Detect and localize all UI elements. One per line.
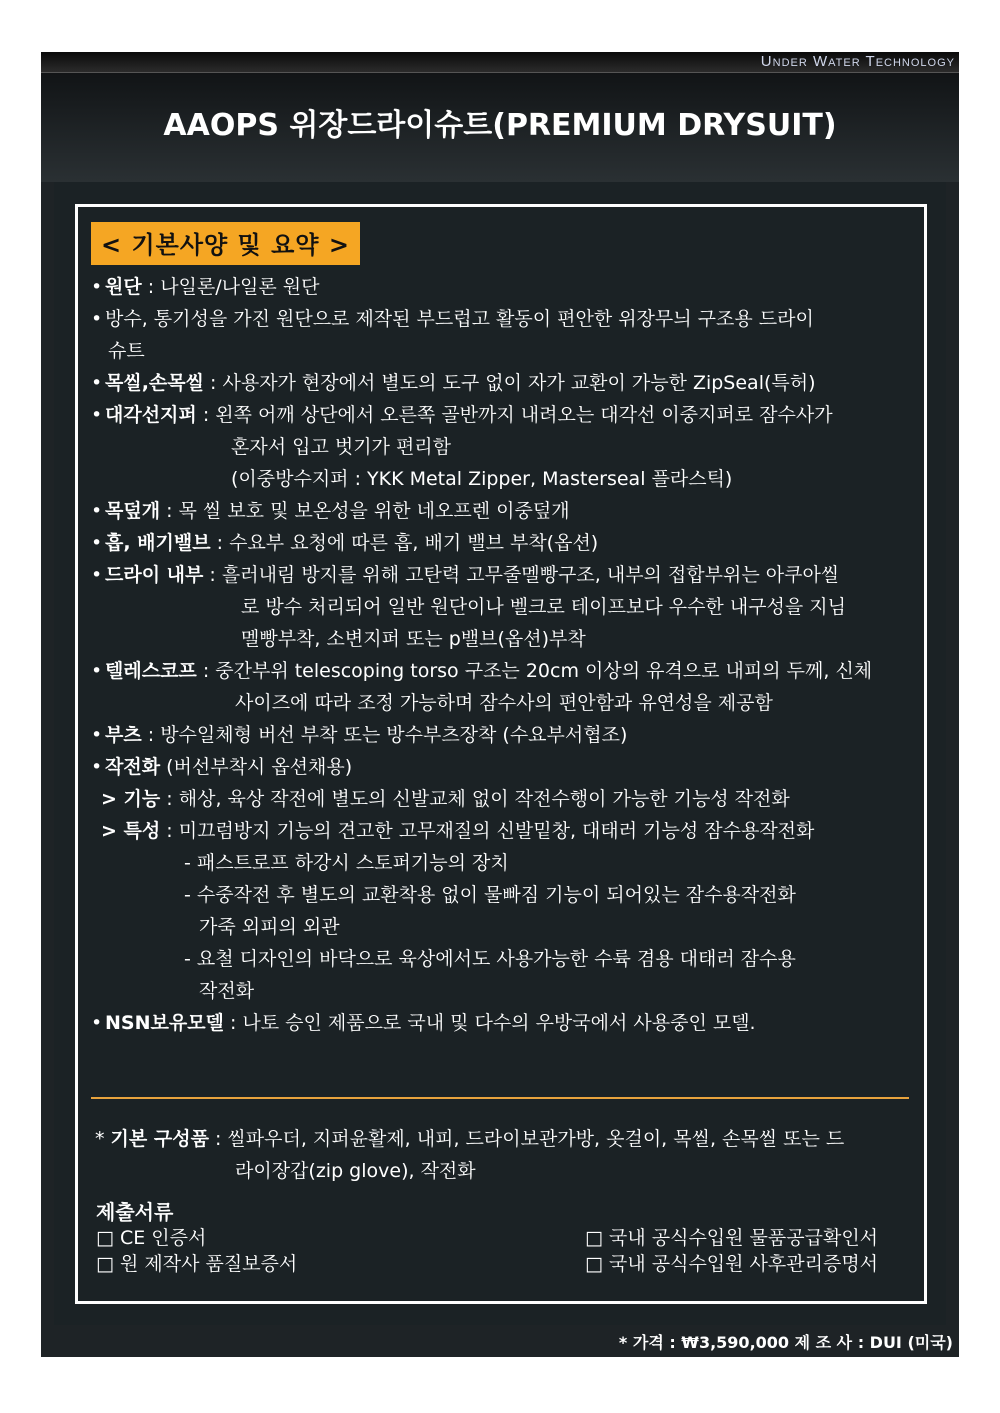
basic-components-line bbox=[95, 1123, 910, 1155]
spec-label: 목씰,손목씰 bbox=[105, 372, 204, 394]
spec-nsn: • NSN보유모델 : 나토 승인 제품으로 국내 및 다수의 우방국에서 사용중인 모델. bbox=[91, 1012, 756, 1034]
spec-text: : 목 씰 보호 및 보온성을 위한 네오프렌 이중덮개 bbox=[160, 500, 570, 522]
price-manufacturer: * 가격 : ₩3,590,000 제 조 사 : DUI (미국) bbox=[618, 1333, 953, 1352]
spec-text: : 흘러내림 방지를 위해 고탄력 고무줄멜빵구조, 내부의 접합부위는 아쿠아씰 bbox=[203, 564, 840, 586]
spec-label: 흡, 배기밸브 bbox=[105, 532, 211, 554]
spec-neck-seal: • 목씰,손목씰 : 사용자가 현장에서 별도의 도구 없이 자가 교환이 가능한 ZipSeal(특허) bbox=[91, 372, 816, 394]
basic-prefix: * bbox=[95, 1128, 111, 1150]
spec-text: : 나일론/나일론 원단 bbox=[141, 276, 320, 298]
spec-text: : 사용자가 현장에서 별도의 도구 없이 자가 교환이 가능한 ZipSeal(특허) bbox=[204, 372, 816, 394]
spec-label: 대각선지퍼 bbox=[105, 404, 197, 426]
spec-text: : 방수일체형 버선 부착 또는 방수부츠장착 (수요부서협조) bbox=[141, 724, 628, 746]
spec-list bbox=[91, 271, 906, 1039]
spec-interior-cont: 멜빵부착, 소변지퍼 또는 p밸브(옵션)부착 bbox=[241, 628, 586, 650]
spec-zipper: • 대각선지퍼 : 왼쪽 어깨 상단에서 오른쪽 골반까지 내려오는 대각선 이중지퍼로 잠수사가 bbox=[91, 404, 833, 426]
section-heading: < 기본사양 및 요약 > bbox=[91, 222, 360, 265]
spec-telescope: • 텔레스코프 : 중간부위 telescoping torso 구조는 20cm 이상의 유격으로 내피의 두께, 신체 bbox=[91, 660, 873, 682]
spec-zipper-cont: (이중방수지퍼 : YKK Metal Zipper, Masterseal 플라스틱) bbox=[231, 468, 733, 490]
feature-item: - 요철 디자인의 바닥으로 육상에서도 사용가능한 수륙 겸용 대태러 잠수용 bbox=[184, 948, 796, 970]
spec-label: 목덮개 bbox=[105, 500, 161, 522]
spec-label: NSN보유모델 bbox=[105, 1012, 224, 1034]
spec-interior: • 드라이 내부 : 흘러내림 방지를 위해 고탄력 고무줄멜빵구조, 내부의 접합부위는 아쿠아씰 bbox=[91, 564, 840, 586]
spec-label: 드라이 내부 bbox=[105, 564, 204, 586]
document-item: □ CE 인증서 bbox=[96, 1227, 207, 1249]
spec-box bbox=[75, 204, 927, 1304]
spec-text: : 중간부위 telescoping torso 구조는 20cm 이상의 유격으로 내피의 두께, 신체 bbox=[196, 660, 873, 682]
feature-item: - 패스트로프 하강시 스토퍼기능의 장치 bbox=[184, 852, 509, 874]
spec-label: > 기능 bbox=[101, 788, 161, 810]
documents-title: 제출서류 bbox=[96, 1200, 174, 1224]
spec-shoes: • 작전화 (버선부착시 옵션채용) bbox=[91, 756, 353, 778]
spec-text: : 왼쪽 어깨 상단에서 오른쪽 골반까지 내려오는 대각선 이중지퍼로 잠수사가 bbox=[196, 404, 833, 426]
spec-label: 텔레스코프 bbox=[105, 660, 197, 682]
spec-text: (버선부착시 옵션채용) bbox=[160, 756, 353, 778]
required-documents bbox=[96, 1199, 911, 1277]
document-item: □ 원 제작사 품질보증서 bbox=[96, 1253, 298, 1275]
feature-item-cont: 가죽 외피의 외관 bbox=[199, 916, 340, 938]
spec-shoes-function bbox=[91, 783, 906, 815]
spec-boots: • 부츠 : 방수일체형 버선 부착 또는 방수부츠장착 (수요부서협조) bbox=[91, 724, 628, 746]
divider bbox=[91, 1097, 909, 1099]
feature-item-cont: 작전화 bbox=[199, 980, 255, 1002]
page-title: AAOPS 위장드라이슈트(PREMIUM DRYSUIT) bbox=[163, 108, 837, 143]
spec-text: 방수, 통기성을 가진 원단으로 제작된 부드럽고 활동이 편안한 위장무늬 구조용 드라이 bbox=[105, 308, 814, 330]
basic-components bbox=[95, 1123, 910, 1187]
spec-label: > 특성 bbox=[101, 820, 161, 842]
spec-description-cont: 슈트 bbox=[108, 340, 145, 362]
document-item: □ 국내 공식수입원 물품공급확인서 bbox=[585, 1227, 879, 1249]
basic-text: : 씰파우더, 지퍼윤활제, 내피, 드라이보관가방, 옷걸이, 목씰, 손목씰 또는 드 bbox=[208, 1128, 845, 1150]
top-bar bbox=[41, 52, 959, 73]
spec-zipper-cont: 혼자서 입고 벗기가 편리함 bbox=[231, 436, 452, 458]
documents-right-column bbox=[585, 1225, 878, 1277]
spec-text: : 미끄럼방지 기능의 견고한 고무재질의 신발밑창, 대태러 기능성 잠수용작전화 bbox=[160, 820, 815, 842]
spec-text: : 나토 승인 제품으로 국내 및 다수의 우방국에서 사용중인 모델. bbox=[223, 1012, 756, 1034]
spec-text: : 해상, 육상 작전에 별도의 신발교체 없이 작전수행이 가능한 기능성 작전화 bbox=[160, 788, 790, 810]
spec-label: 부츠 bbox=[105, 724, 142, 746]
feature-item: - 수중작전 후 별도의 교환착용 없이 물빠짐 기능이 되어있는 잠수용작전화 bbox=[184, 884, 796, 906]
spec-label: 원단 bbox=[105, 276, 142, 298]
content-panel bbox=[54, 182, 946, 1325]
document-sheet bbox=[41, 52, 959, 1357]
spec-neck-cover: • 목덮개 : 목 씰 보호 및 보온성을 위한 네오프렌 이중덮개 bbox=[91, 500, 570, 522]
header-band bbox=[41, 73, 959, 182]
spec-fabric: • 원단 : 나일론/나일론 원단 bbox=[91, 276, 320, 298]
spec-interior-cont: 로 방수 처리되어 일반 원단이나 벨크로 테이프보다 우수한 내구성을 지님 bbox=[241, 596, 846, 618]
spec-text: : 수요부 요청에 따른 흡, 배기 밸브 부착(옵션) bbox=[210, 532, 599, 554]
basic-label: 기본 구성품 bbox=[110, 1128, 209, 1150]
basic-components-cont: 라이장갑(zip glove), 작전화 bbox=[235, 1160, 476, 1182]
document-item: □ 국내 공식수입원 사후관리증명서 bbox=[585, 1253, 879, 1275]
brand-name: Under Water Technology bbox=[760, 53, 955, 70]
spec-shoes-features bbox=[91, 815, 906, 847]
spec-valve: • 흡, 배기밸브 : 수요부 요청에 따른 흡, 배기 밸브 부착(옵션) bbox=[91, 532, 599, 554]
spec-telescope-cont: 사이즈에 따라 조정 가능하며 잠수사의 편안함과 유연성을 제공함 bbox=[235, 692, 773, 714]
spec-label: 작전화 bbox=[105, 756, 161, 778]
spec-description: • 방수, 통기성을 가진 원단으로 제작된 부드럽고 활동이 편안한 위장무늬 구조용 드라이 bbox=[91, 308, 814, 330]
